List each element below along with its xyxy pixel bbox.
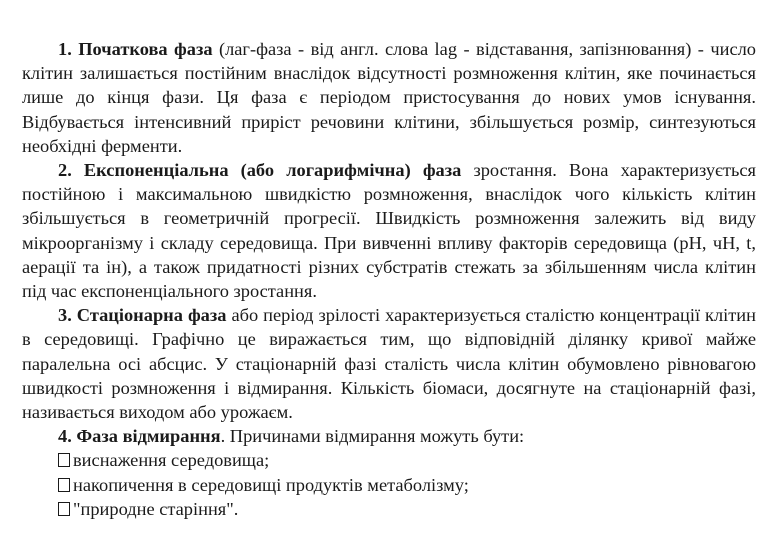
paragraph-lag-phase bbox=[22, 37, 756, 158]
list-item bbox=[22, 497, 756, 521]
paragraph-title: 1. Початкова фаза bbox=[58, 39, 213, 59]
paragraph-text: (лаг-фаза - від англ. слова lag - відставання, запізнювання) - число клітин залишається постійним внаслідок відсутності розмноження клітин, яке починається лише до кінця фази. Ця фаза є періодом пристосування до нових умов існування. Відбувається інтенсивний приріст речовини клітини, збільшується розмір, синтезуються необхідні ферменти. bbox=[22, 39, 756, 156]
checkbox-square-icon bbox=[58, 502, 70, 516]
paragraph-title: 4. Фаза відмирання bbox=[58, 426, 221, 447]
paragraph-title: 3. Стаціонарна фаза bbox=[58, 305, 227, 326]
paragraph-title: 2. Експоненціальна (або логарифмічна) фаза bbox=[58, 160, 462, 181]
paragraph-text: . Причинами відмирання можуть бути: bbox=[220, 426, 525, 447]
paragraph-death-phase bbox=[22, 424, 756, 448]
checkbox-square-icon bbox=[58, 453, 70, 467]
list-item bbox=[22, 473, 756, 497]
paragraph-text: або період зрілості характеризується сталістю концентрації клітин в середовищі. Графічно це виражається тим, що відповідній ділянку кривої майже паралельна осі абсцис. У стаціонарній фазі сталість числа клітин обумовлено рівновагою швидкості розмноження і відмирання. Кількість біомаси, досягнуте на стаціонарній фазі, називається виходом або урожаєм. bbox=[22, 305, 756, 423]
list-item bbox=[22, 448, 756, 472]
paragraph-text: зростання. Вона характеризується постійною і максимальною швидкістю розмноження, внаслідок чого кількість клітин збільшується в геометричній прогресії. Швидкість розмноження залежить від виду мікроорганізму і складу середовища. При вивченні впливу факторів середовища (рН, чН, t, аерації та ін), а також придатності різних субстратів стежать за збільшенням числа клітин під час експоненціального зростання. bbox=[22, 160, 756, 302]
paragraph-stationary-phase bbox=[22, 303, 756, 424]
list-item-text: накопичення в середовищі продуктів метаболізму; bbox=[73, 474, 469, 495]
checkbox-square-icon bbox=[58, 478, 70, 492]
list-item-text: "природне старіння". bbox=[73, 498, 239, 519]
list-item-text: виснаження середовища; bbox=[73, 450, 270, 471]
document-body bbox=[22, 37, 756, 521]
paragraph-exponential-phase bbox=[22, 158, 756, 303]
